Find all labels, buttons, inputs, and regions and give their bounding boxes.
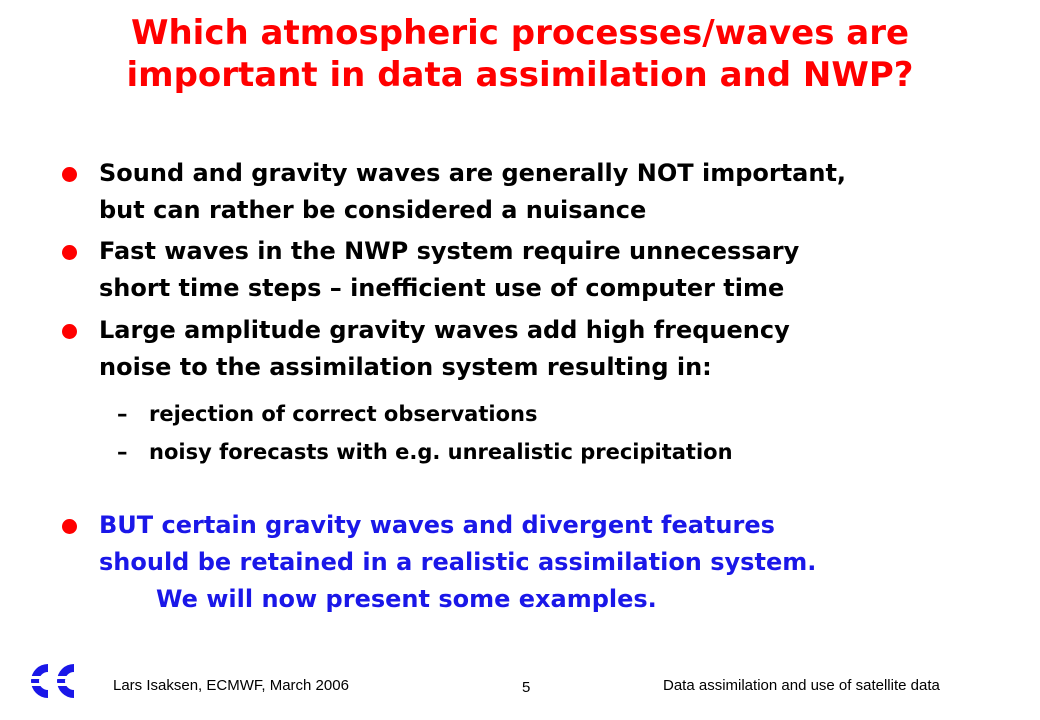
bullet-dot-icon bbox=[62, 245, 77, 260]
footer-page-number: 5 bbox=[522, 679, 531, 696]
bullet-1-line-1: Sound and gravity waves are generally NOT important, bbox=[99, 159, 847, 187]
bullet-dot-icon bbox=[62, 324, 77, 339]
bullet-item-2 bbox=[62, 233, 1002, 307]
footer-author: Lars Isaksen, ECMWF, March 2006 bbox=[113, 677, 349, 694]
slide-title bbox=[0, 12, 1040, 96]
sub-bullet-dash: – bbox=[117, 440, 128, 464]
bullet-3-line-1: Large amplitude gravity waves add high frequency bbox=[99, 316, 790, 344]
highlight-line-1: BUT certain gravity waves and divergent features bbox=[99, 511, 775, 539]
bullet-dot-icon bbox=[62, 167, 77, 182]
bullet-2-line-1: Fast waves in the NWP system require unnecessary bbox=[99, 237, 800, 265]
sub-bullet-2 bbox=[117, 433, 733, 472]
ecmwf-logo-icon bbox=[22, 661, 78, 701]
footer-course: Data assimilation and use of satellite data bbox=[663, 677, 940, 694]
bullet-3-line-2: noise to the assimilation system resulting in: bbox=[99, 353, 712, 381]
slide-title-line-1: Which atmospheric processes/waves are bbox=[130, 13, 910, 53]
bullet-1-line-2: but can rather be considered a nuisance bbox=[99, 196, 647, 224]
highlight-bullet bbox=[62, 507, 1002, 618]
bullet-2-line-2: short time steps – inefficient use of computer time bbox=[99, 274, 785, 302]
slide-title-line-2: important in data assimilation and NWP? bbox=[126, 55, 914, 95]
sub-bullet-1-text: rejection of correct observations bbox=[149, 402, 538, 426]
bullet-item-3 bbox=[62, 312, 1002, 386]
sub-bullet-dash: – bbox=[117, 402, 128, 426]
sub-bullet-1 bbox=[117, 395, 537, 434]
highlight-line-3: We will now present some examples. bbox=[156, 585, 657, 613]
bullet-dot-icon bbox=[62, 519, 77, 534]
bullet-item-1 bbox=[62, 155, 1002, 229]
highlight-line-2: should be retained in a realistic assimilation system. bbox=[99, 548, 817, 576]
sub-bullet-2-text: noisy forecasts with e.g. unrealistic precipitation bbox=[149, 440, 733, 464]
